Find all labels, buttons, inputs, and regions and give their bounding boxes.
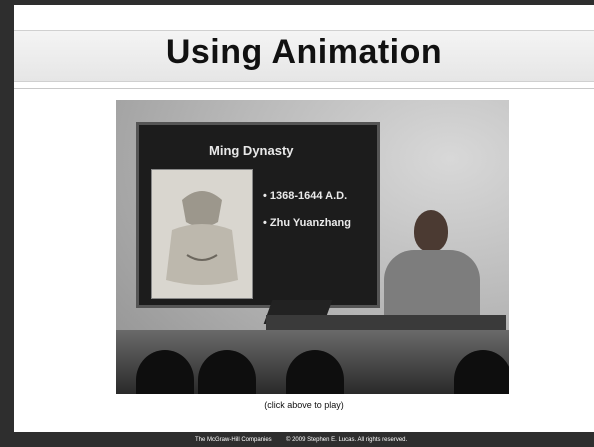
projected-bullet-2: • Zhu Yuanzhang (263, 217, 351, 229)
top-frame-bar (14, 0, 594, 5)
footer-copyright: © 2009 Stephen E. Lucas. All rights reserved. (286, 437, 408, 443)
footer-publisher: The McGraw-Hill Companies (195, 437, 272, 443)
play-caption[interactable]: (click above to play) (264, 400, 344, 410)
slide-title: Using Animation (165, 33, 443, 71)
projected-slide (136, 122, 380, 308)
projected-slide-title: Ming Dynasty (209, 143, 294, 158)
projected-bullet-1: • 1368-1644 A.D. (263, 190, 348, 202)
speaker-head (414, 210, 448, 252)
video-player[interactable] (116, 100, 509, 394)
portrait-drawing (151, 169, 253, 299)
left-frame-bar (0, 0, 14, 447)
title-divider (14, 88, 594, 89)
